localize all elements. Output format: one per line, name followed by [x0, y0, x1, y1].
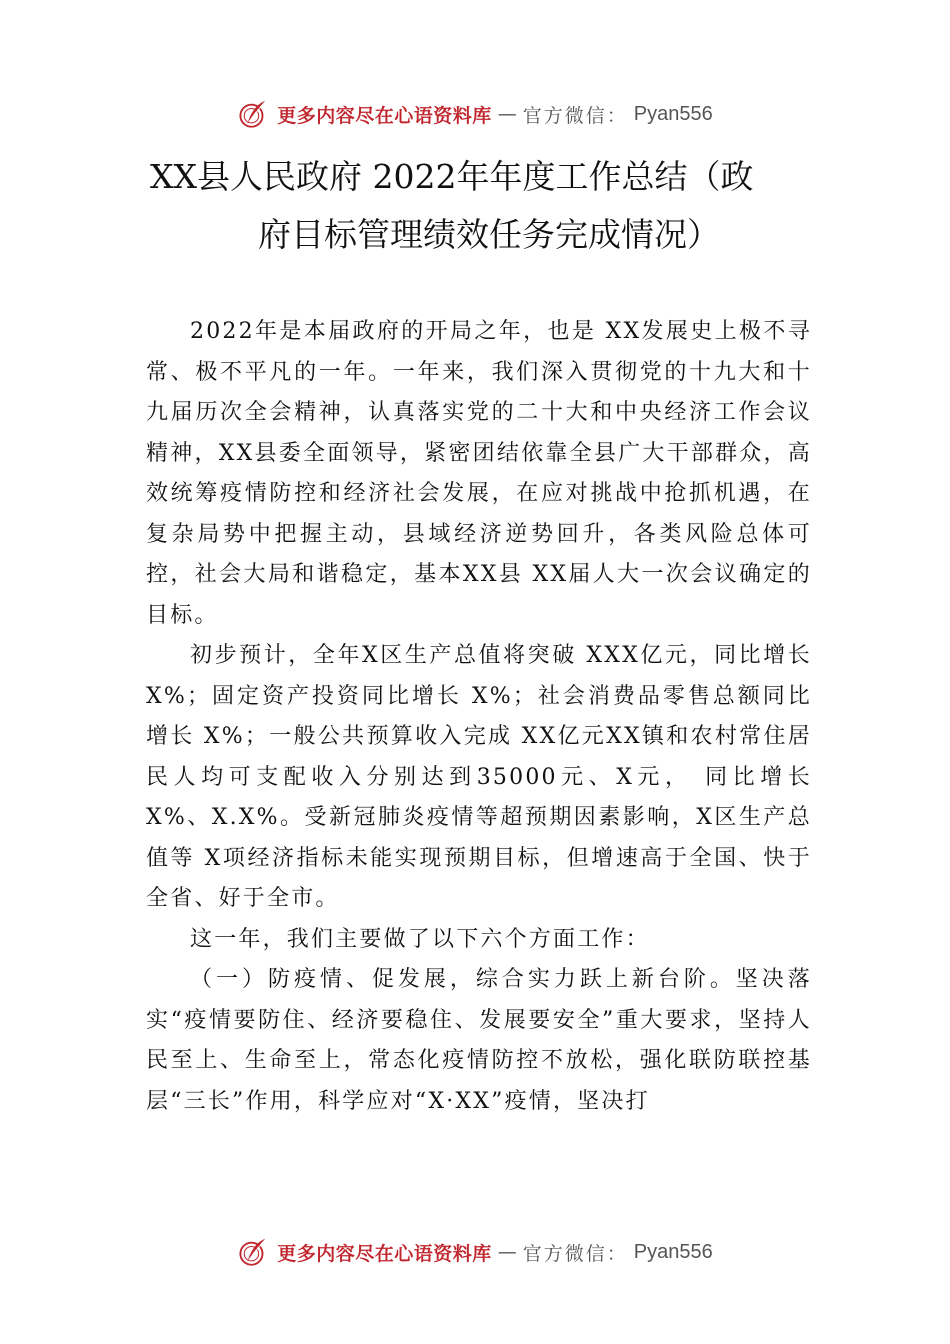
watermark-header — [0, 94, 950, 134]
title-line-2: 府目标管理绩效任务完成情况） — [258, 215, 720, 254]
document-body — [146, 312, 812, 1122]
watermark-wechat-label: 官方微信： — [522, 1242, 628, 1265]
watermark-slogan: 更多内容尽在心语资料库 — [277, 1242, 492, 1265]
quill-logo-icon — [237, 1235, 271, 1269]
watermark-wechat-label: 官方微信： — [522, 104, 628, 127]
watermark-slogan: 更多内容尽在心语资料库 — [277, 104, 492, 127]
paragraph-economic-indicators: 初步预计，全年X区生产总值将突破 XXX亿元，同比增长 X%；固定资产投资同比增长 X%；社会消费品零售总额同比增长 X%；一般公共预算收入完成 XX亿元XX镇和农村常住居民人均可支配收入分别达到35000元、X元， 同比增长 X%、X.X%。受新冠肺炎疫情等超预期因素影响，X区生产总值等 X项经济指标未能实现预期目标，但增速高于全国、快于全省、好于全市。 — [146, 643, 812, 911]
watermark-dash: — — [497, 1241, 517, 1263]
paragraph-intro: 2022年是本届政府的开局之年，也是 XX发展史上极不寻常、极不平凡的一年。一年来，我们深入贯彻党的十九大和十九届历次全会精神，认真落实党的二十大和中央经济工作会议精神，XX县委全面领导，紧密团结依靠全县广大干部群众，高效统筹疫情防控和经济社会发展，在应对挑战中抢抓机遇，在复杂局势中把握主动，县域经济逆势回升，各类风险总体可控，社会大局和谐稳定，基本XX县 XX届人大一次会议确定的目标。 — [146, 319, 812, 628]
paragraph-section-one: （一）防疫情、促发展，综合实力跃上新台阶。坚决落实“疫情要防住、经济要稳住、发展要安全”重大要求，坚持人民至上、生命至上，常态化疫情防控不放松，强化联防联控基层“三长”作用，科学应对“X·XX”疫情，坚决打 — [146, 967, 812, 1114]
document-title — [0, 148, 950, 264]
watermark-wechat-id: Pyan556 — [633, 102, 713, 125]
paragraph-work-overview: 这一年，我们主要做了以下六个方面工作： — [190, 926, 650, 952]
quill-logo-icon — [237, 97, 271, 131]
title-line-1: XX县人民政府 2022年年度工作总结（政 — [150, 157, 754, 196]
watermark-dash: — — [497, 103, 517, 125]
watermark-wechat-id: Pyan556 — [633, 1240, 713, 1263]
watermark-footer — [0, 1232, 950, 1272]
